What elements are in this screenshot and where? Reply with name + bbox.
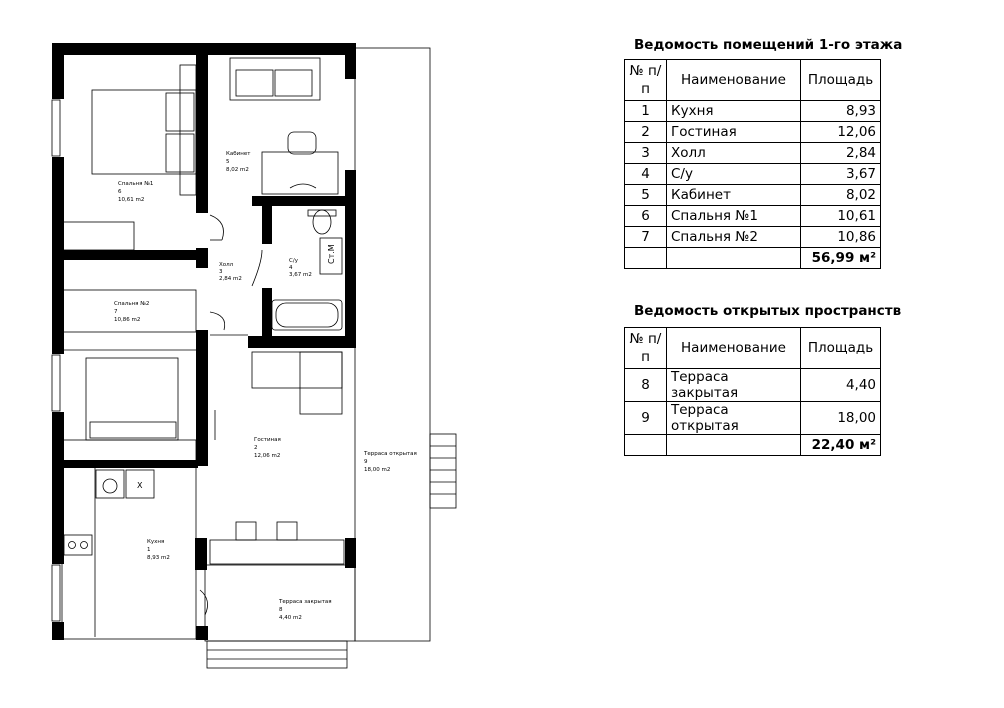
dining-table bbox=[210, 540, 344, 564]
cell-number: 6 bbox=[625, 206, 667, 227]
room-area-7: 10,86 m2 bbox=[114, 317, 141, 323]
cell-number: 7 bbox=[625, 227, 667, 248]
table-row bbox=[625, 369, 881, 402]
total-area: 22,40 м² bbox=[801, 435, 881, 456]
room-area-8: 4,40 m2 bbox=[279, 615, 302, 621]
cell-area: 3,67 bbox=[801, 164, 881, 185]
kitchen-sink bbox=[96, 470, 124, 498]
table-header-row bbox=[625, 328, 881, 369]
toilet-tank-label: Ст.М bbox=[327, 244, 336, 264]
table-row bbox=[625, 402, 881, 435]
cell-number: 9 bbox=[625, 402, 667, 435]
walls bbox=[52, 43, 356, 640]
bed-bedroom2 bbox=[86, 358, 178, 440]
room-label-4: С/у bbox=[289, 258, 298, 264]
open-spaces-schedule-table bbox=[624, 327, 881, 456]
room-number-9: 9 bbox=[364, 459, 368, 465]
cell-area: 8,93 bbox=[801, 101, 881, 122]
table-row bbox=[625, 122, 881, 143]
cell-name: С/у bbox=[667, 164, 801, 185]
room-number-2: 2 bbox=[254, 445, 258, 451]
cell-empty bbox=[625, 248, 667, 269]
room-number-3: 3 bbox=[219, 269, 223, 275]
cell-name: Спальня №2 bbox=[667, 227, 801, 248]
header-number: № п/п bbox=[625, 60, 667, 101]
room-label-5: Кабинет bbox=[226, 151, 251, 157]
table-row bbox=[625, 164, 881, 185]
terrace-steps-right bbox=[430, 434, 456, 508]
cell-name: Терраса закрытая bbox=[667, 369, 801, 402]
room-label-6: Спальня №1 bbox=[118, 181, 154, 187]
room-area-3: 2,84 m2 bbox=[219, 276, 242, 282]
bathtub bbox=[272, 300, 342, 330]
room-number-6: 6 bbox=[118, 189, 122, 195]
header-area: Площадь bbox=[801, 60, 881, 101]
cell-name: Кабинет bbox=[667, 185, 801, 206]
cell-name: Терраса открытая bbox=[667, 402, 801, 435]
cell-number: 1 bbox=[625, 101, 667, 122]
living-sofa bbox=[252, 352, 342, 388]
rooms-schedule-table bbox=[624, 59, 881, 269]
room-area-2: 12,06 m2 bbox=[254, 453, 281, 459]
room-number-1: 1 bbox=[147, 547, 151, 553]
room-area-9: 18,00 m2 bbox=[364, 467, 391, 473]
cell-empty bbox=[667, 248, 801, 269]
table-header-row bbox=[625, 60, 881, 101]
header-number: № п/п bbox=[625, 328, 667, 369]
cell-number: 3 bbox=[625, 143, 667, 164]
terrace-steps-bottom bbox=[207, 641, 347, 668]
cell-area: 2,84 bbox=[801, 143, 881, 164]
cell-area: 8,02 bbox=[801, 185, 881, 206]
room-label-1: Кухня bbox=[147, 539, 165, 545]
header-name: Наименование bbox=[667, 328, 801, 369]
room-area-5: 8,02 m2 bbox=[226, 167, 249, 173]
table-row bbox=[625, 227, 881, 248]
table-row bbox=[625, 206, 881, 227]
room-number-8: 8 bbox=[279, 607, 283, 613]
kitchen-outline bbox=[62, 465, 196, 639]
room-area-4: 3,67 m2 bbox=[289, 272, 312, 278]
table-row bbox=[625, 185, 881, 206]
cell-area: 18,00 bbox=[801, 402, 881, 435]
room-area-1: 8,93 m2 bbox=[147, 555, 170, 561]
office-desk bbox=[262, 152, 338, 194]
open-spaces-schedule-title: Ведомость открытых пространств bbox=[634, 303, 902, 319]
room-number-7: 7 bbox=[114, 309, 118, 315]
room-label-8: Терраса закрытая bbox=[279, 599, 332, 605]
cell-name: Спальня №1 bbox=[667, 206, 801, 227]
open-terrace-outline bbox=[355, 48, 430, 641]
room-label-9: Терраса открытая bbox=[364, 451, 417, 457]
cell-number: 2 bbox=[625, 122, 667, 143]
rooms-schedule-title: Ведомость помещений 1-го этажа bbox=[634, 37, 903, 53]
room-label-3: Холл bbox=[219, 262, 234, 268]
cell-area: 12,06 bbox=[801, 122, 881, 143]
cell-empty bbox=[667, 435, 801, 456]
table-total-row bbox=[625, 248, 881, 269]
cell-empty bbox=[625, 435, 667, 456]
cell-area: 10,61 bbox=[801, 206, 881, 227]
table-row bbox=[625, 143, 881, 164]
table-row bbox=[625, 101, 881, 122]
cell-number: 8 bbox=[625, 369, 667, 402]
toilet bbox=[313, 210, 331, 234]
room-area-6: 10,61 m2 bbox=[118, 197, 145, 203]
room-label-2: Гостиная bbox=[254, 437, 281, 443]
header-area: Площадь bbox=[801, 328, 881, 369]
room-number-5: 5 bbox=[226, 159, 230, 165]
cell-name: Гостиная bbox=[667, 122, 801, 143]
cell-name: Кухня bbox=[667, 101, 801, 122]
cell-number: 4 bbox=[625, 164, 667, 185]
total-area: 56,99 м² bbox=[801, 248, 881, 269]
room-label-7: Спальня №2 bbox=[114, 301, 150, 307]
header-name: Наименование bbox=[667, 60, 801, 101]
cell-area: 10,86 bbox=[801, 227, 881, 248]
cell-area: 4,40 bbox=[801, 369, 881, 402]
table-total-row bbox=[625, 435, 881, 456]
cell-name: Холл bbox=[667, 143, 801, 164]
cell-number: 5 bbox=[625, 185, 667, 206]
stove-label: X bbox=[137, 481, 143, 490]
room-number-4: 4 bbox=[289, 265, 293, 271]
